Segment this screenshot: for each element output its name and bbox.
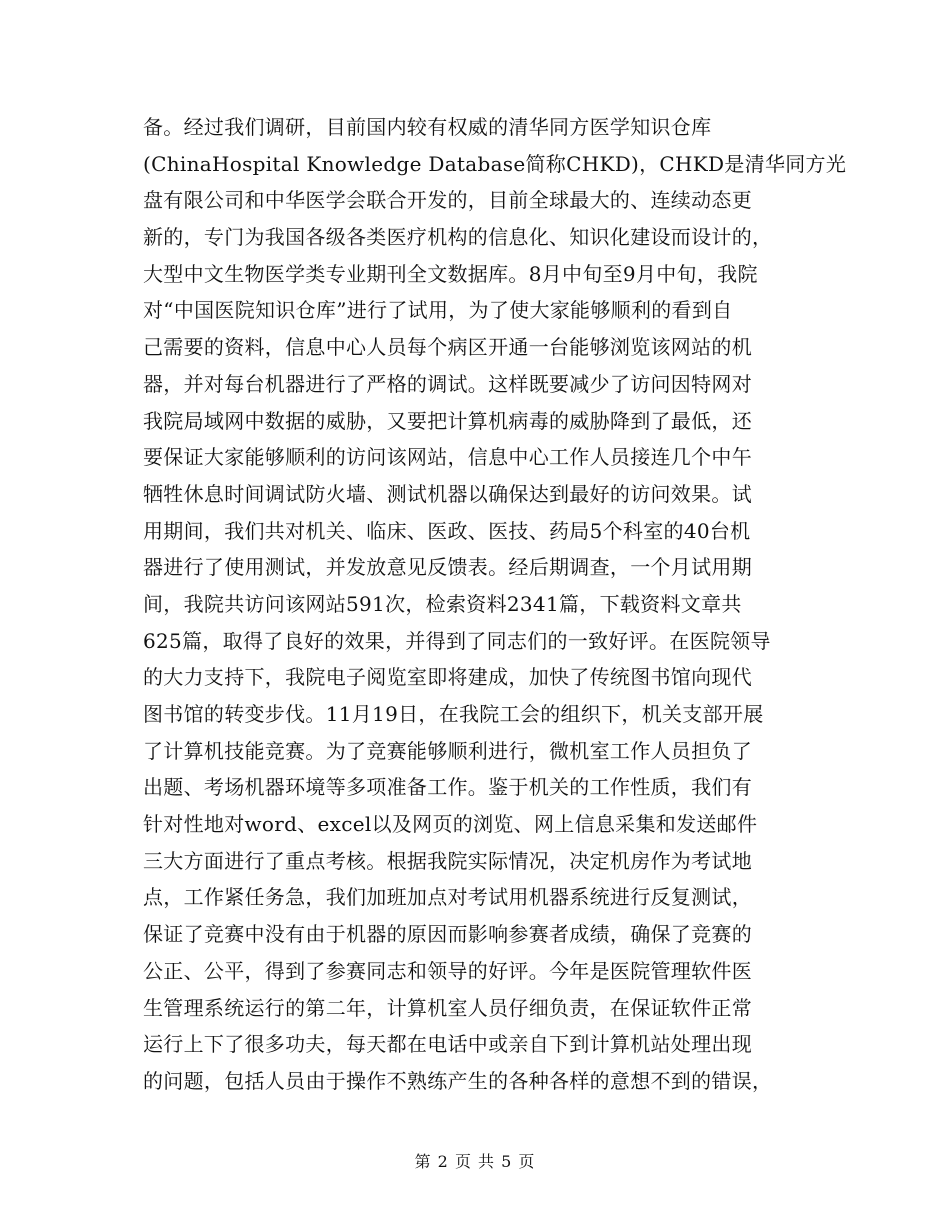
text-line: 器，并对每台机器进行了严格的调试。这样既要减少了访问因特网对 xyxy=(143,371,752,396)
text-line: 针对性地对word、excel以及网页的浏览、网上信息采集和发送邮件 xyxy=(143,812,758,837)
text-line: 牺牲休息时间调试防火墙、测试机器以确保达到最好的访问效果。试 xyxy=(143,481,752,506)
text-line: 了计算机技能竞赛。为了竞赛能够顺利进行，微机室工作人员担负了 xyxy=(143,738,752,763)
text-line: 用期间，我们共对机关、临床、医政、医技、药局5个科室的40台机 xyxy=(143,518,751,543)
text-line: 盘有限公司和中华医学会联合开发的，目前全球最大的、连续动态更 xyxy=(143,188,752,213)
text-line: 生管理系统运行的第二年，计算机室人员仔细负责，在保证软件正常 xyxy=(143,995,752,1020)
text-line: 大型中文生物医学类专业期刊全文数据库。8月中旬至9月中旬，我院 xyxy=(143,261,758,286)
text-line: 间，我院共访问该网站591次，检索资料2341篇，下载资料文章共 xyxy=(143,591,742,616)
text-line: 三大方面进行了重点考核。根据我院实际情况，决定机房作为考试地 xyxy=(143,848,752,873)
text-line: 新的，专门为我国各级各类医疗机构的信息化、知识化建设而设计的， xyxy=(143,225,773,250)
text-line: 出题、考场机器环境等多项准备工作。鉴于机关的工作性质，我们有 xyxy=(143,775,752,800)
text-line: 图书馆的转变步伐。11月19日，在我院工会的组织下，机关支部开展 xyxy=(143,702,764,726)
text-line: 要保证大家能够顺利的访问该网站，信息中心工作人员接连几个中午 xyxy=(143,445,752,470)
text-line: 625篇，取得了良好的效果，并得到了同志们的一致好评。在医院领导 xyxy=(143,628,771,653)
text-line: 公正、公平，得到了参赛同志和领导的好评。今年是医院管理软件医 xyxy=(143,958,752,983)
page-number-footer: 第 2 页 共 5 页 xyxy=(414,1152,536,1171)
text-line: 的问题，包括人员由于操作不熟练产生的各种各样的意想不到的错误， xyxy=(143,1068,773,1093)
text-line: 对“中国医院知识仓库”进行了试用，为了使大家能够顺利的看到自 xyxy=(143,298,733,323)
text-line: 点，工作紧任务急，我们加班加点对考试用机器系统进行反复测试， xyxy=(143,885,752,910)
body-text xyxy=(143,109,847,1100)
text-line: (ChinaHospital Knowledge Database简称CHKD)，CHKD是清华同方光 xyxy=(143,151,847,176)
text-line: 器进行了使用测试，并发放意见反馈表。经后期调查，一个月试用期 xyxy=(143,555,752,580)
text-line: 的大力支持下，我院电子阅览室即将建成，加快了传统图书馆向现代 xyxy=(143,665,752,690)
text-line: 运行上下了很多功夫，每天都在电话中或亲自下到计算机站处理出现 xyxy=(143,1032,752,1057)
text-line: 我院局域网中数据的威胁，又要把计算机病毒的威胁降到了最低，还 xyxy=(143,408,752,433)
text-line: 备。经过我们调研，目前国内较有权威的清华同方医学知识仓库 xyxy=(143,115,712,139)
text-line: 己需要的资料，信息中心人员每个病区开通一台能够浏览该网站的机 xyxy=(143,335,752,360)
text-line: 保证了竞赛中没有由于机器的原因而影响参赛者成绩，确保了竞赛的 xyxy=(143,922,752,947)
